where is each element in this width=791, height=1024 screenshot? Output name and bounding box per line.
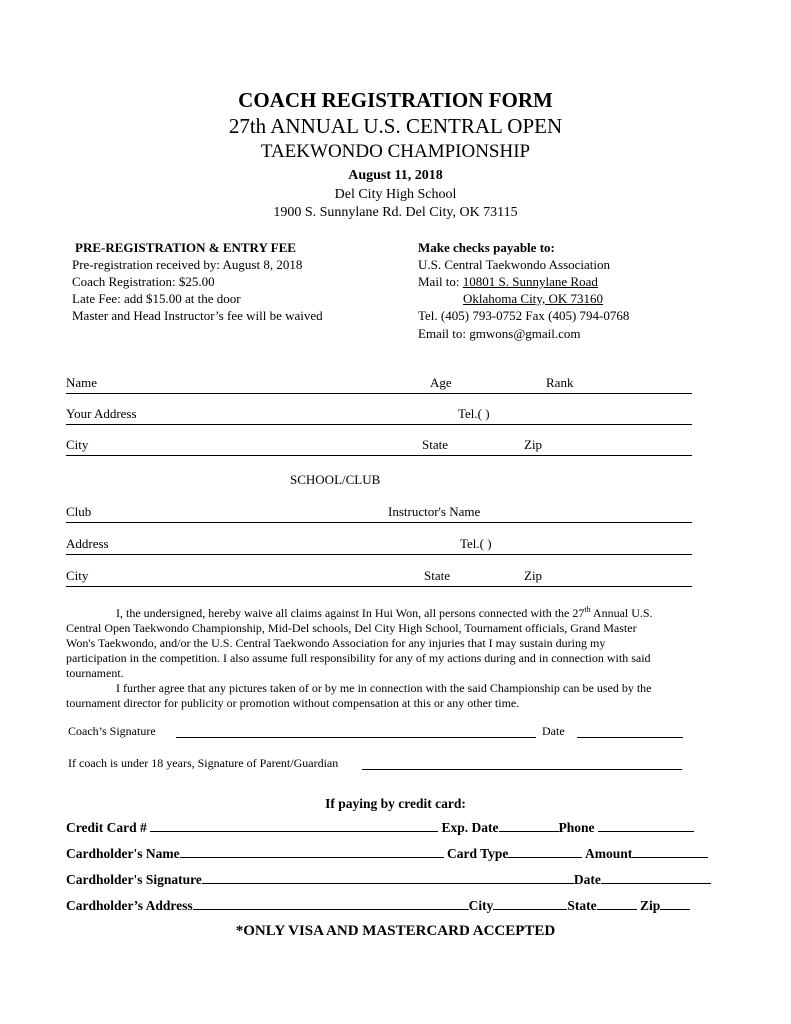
event-address: 1900 S. Sunnylane Rd. Del City, OK 73115	[273, 205, 518, 220]
club-row[interactable]	[66, 502, 692, 523]
cardholder-signature-field[interactable]	[202, 873, 574, 884]
your-address-label: Your Address	[66, 406, 137, 421]
contact-email: Email to: gmwons@gmail.com	[418, 326, 581, 341]
waiver-line-5: tournament.	[66, 666, 124, 680]
cardholder-signature-row	[66, 872, 711, 888]
coach-name-row[interactable]	[66, 373, 692, 394]
waiver-superscript: th	[584, 605, 591, 614]
card-type-label: Card Type	[447, 846, 509, 861]
phone-label: Phone	[558, 820, 595, 835]
exp-date-label: Exp. Date	[441, 820, 499, 835]
cardholder-address-field[interactable]	[193, 899, 469, 910]
fees-heading: PRE-REGISTRATION & ENTRY FEE	[75, 240, 296, 255]
credit-card-row	[66, 820, 694, 836]
cc-city-field[interactable]	[493, 899, 567, 910]
event-name: 27th ANNUAL U.S. CENTRAL OPEN	[228, 114, 563, 138]
cardholder-address-label: Cardholder’s Address	[66, 898, 193, 913]
mail-to-address	[418, 274, 598, 290]
credit-card-heading: If paying by credit card:	[325, 796, 466, 811]
coach-signature-label: Coach’s Signature	[68, 724, 156, 738]
coach-city-row[interactable]	[66, 435, 692, 456]
club-zip-label: Zip	[524, 568, 543, 583]
photo-release-line-2: tournament director for publicity or promotion without compensation at this or any other time.	[66, 696, 520, 710]
cc-city-label: City	[468, 898, 494, 913]
cardholder-name-label: Cardholder's Name	[66, 846, 180, 861]
waiver-line-4: participation in the competition. I also assume full responsibility for any of my actions during and in connection with said	[66, 651, 651, 665]
waiver-line-2: Central Open Taekwondo Championship, Mid-Del schools, Del City High School, Tournament officials, Grand Master	[66, 621, 637, 635]
event-subtitle: TAEKWONDO CHAMPIONSHIP	[260, 141, 531, 162]
card-type-field[interactable]	[508, 847, 582, 858]
photo-release-line-1: I further agree that any pictures taken of or by me in connection with the said Championship can be used by the	[116, 681, 652, 695]
instructor-name-label: Instructor's Name	[388, 504, 481, 519]
cc-state-label: State	[567, 898, 597, 913]
waiver-line-1a: I, the undersigned, hereby waive all claims against In Hui Won, all persons connected with the 27	[116, 606, 585, 620]
city-label: City	[66, 437, 89, 452]
club-city-row[interactable]	[66, 566, 692, 587]
waiver-line-3: Won's Taekwondo, and/or the U.S. Central Taekwondo Association for any injuries that I may sustain during my	[66, 636, 606, 650]
rank-label: Rank	[546, 375, 574, 390]
zip-label: Zip	[524, 437, 543, 452]
coach-date-line[interactable]	[577, 737, 683, 738]
exp-date-field[interactable]	[499, 821, 559, 832]
cardholder-name-row	[66, 846, 708, 862]
tel-label: Tel.( )	[458, 406, 490, 421]
checks-heading: Make checks payable to:	[418, 240, 555, 255]
coach-signature-line[interactable]	[176, 737, 536, 738]
state-label: State	[422, 437, 448, 452]
mail-to-label: Mail to:	[418, 274, 463, 289]
cc-state-field[interactable]	[597, 899, 637, 910]
card-number-field[interactable]	[150, 821, 438, 832]
card-number-label: Credit Card #	[66, 820, 147, 835]
amount-label: Amount	[585, 846, 633, 861]
event-venue: Del City High School	[334, 187, 457, 202]
mail-street: 10801 S. Sunnylane Road	[462, 274, 598, 289]
card-acceptance-notice: *ONLY VISA AND MASTERCARD ACCEPTED	[235, 923, 556, 939]
guardian-signature-label: If coach is under 18 years, Signature of Parent/Guardian	[68, 756, 339, 770]
preregistration-deadline: Pre-registration received by: August 8, 2018	[72, 257, 303, 272]
cc-zip-field[interactable]	[660, 899, 690, 910]
cardholder-name-field[interactable]	[180, 847, 444, 858]
club-label: Club	[66, 504, 92, 519]
amount-field[interactable]	[632, 847, 708, 858]
cardholder-signature-label: Cardholder's Signature	[66, 872, 202, 887]
fee-waiver-note: Master and Head Instructor’s fee will be waived	[72, 308, 323, 323]
cardholder-address-row	[66, 898, 690, 914]
club-address-row[interactable]	[66, 534, 692, 555]
cc-zip-label: Zip	[640, 898, 661, 913]
name-label: Name	[66, 375, 98, 390]
age-label: Age	[430, 375, 452, 390]
coach-date-label: Date	[542, 724, 565, 738]
event-date: August 11, 2018	[348, 168, 443, 183]
waiver-line-1	[66, 602, 716, 621]
guardian-signature-line[interactable]	[362, 769, 682, 770]
form-title: COACH REGISTRATION FORM	[238, 88, 553, 112]
contact-phone-fax: Tel. (405) 793-0752 Fax (405) 794-0768	[418, 308, 630, 323]
coach-address-row[interactable]	[66, 404, 692, 425]
club-state-label: State	[424, 568, 450, 583]
cc-date-label: Date	[573, 872, 601, 887]
club-address-label: Address	[66, 536, 109, 551]
mail-city: Oklahoma City, OK 73160	[463, 291, 603, 306]
checks-payee: U.S. Central Taekwondo Association	[418, 257, 611, 272]
school-club-heading: SCHOOL/CLUB	[290, 472, 381, 487]
club-tel-label: Tel.( )	[460, 536, 492, 551]
waiver-paragraph	[66, 602, 716, 711]
coach-fee: Coach Registration: $25.00	[72, 274, 215, 289]
cc-date-field[interactable]	[601, 873, 711, 884]
late-fee: Late Fee: add $15.00 at the door	[72, 291, 241, 306]
waiver-line-1b: Annual U.S.	[590, 606, 653, 620]
club-city-label: City	[66, 568, 89, 583]
phone-field[interactable]	[598, 821, 694, 832]
